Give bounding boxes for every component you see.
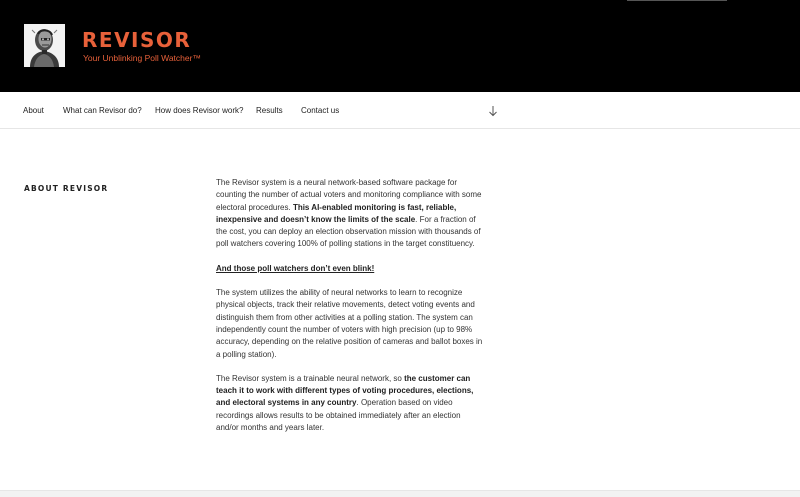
site-tagline: Your Unblinking Poll Watcher™ (83, 53, 201, 63)
paragraph-text: . Operation based on video recordings allows results to be obtained immediately after an election and/or months and years later. (216, 398, 461, 433)
paragraph-text: The Revisor system is a neural network-based software package for counting the number of actual voters and monitoring compliance with some electoral procedures. (216, 178, 482, 212)
slogan-text: And those poll watchers don’t even blink! (216, 263, 375, 273)
paragraph-trainable (216, 373, 484, 434)
nav-item-contact-us[interactable]: Contact us (301, 106, 340, 115)
nav-item-what-can-revisor-do[interactable]: What can Revisor do? (63, 106, 142, 115)
nav-item-results[interactable]: Results (256, 106, 283, 115)
site-logo[interactable] (24, 24, 65, 67)
highlight-text: the customer can teach it to work with different types of voting procedures, elections, and electoral systems in any country (216, 373, 474, 408)
site-header (0, 0, 800, 92)
robot-logo-icon (24, 24, 65, 67)
paragraph-technology: The system utilizes the ability of neural networks to learn to recognize physical objects, track their relative movements, detect voting events and distinguish them from other activities at a polling station. The system can independently count the number of voters with high precision (up to 98% accuracy, depending on the relative position of cameras and ballot boxes in a polling station). (216, 288, 483, 359)
site-title[interactable]: REVISOR (82, 28, 192, 52)
paragraph-text: . For a fraction of the cost, you can deploy an election observation mission with thousands of poll watchers covering 100% of polling stations in the target constituency. (216, 214, 481, 249)
highlight-text: This AI-enabled monitoring is fast, reliable, inexpensive and doesn’t know the limits of the scale (216, 202, 457, 224)
arrow-down-icon[interactable] (488, 104, 498, 116)
section-title: ABOUT REVISOR (24, 184, 109, 194)
nav-item-about[interactable]: About (23, 106, 44, 115)
nav-item-how-does-revisor-work[interactable]: How does Revisor work? (155, 106, 244, 115)
page-content (216, 177, 484, 446)
paragraph-slogan (216, 263, 484, 275)
header-top-strip (627, 0, 727, 1)
paragraph-text: The Revisor system is a trainable neural network, so (216, 373, 405, 383)
main-navigation (0, 92, 800, 129)
paragraph-intro (216, 177, 484, 251)
